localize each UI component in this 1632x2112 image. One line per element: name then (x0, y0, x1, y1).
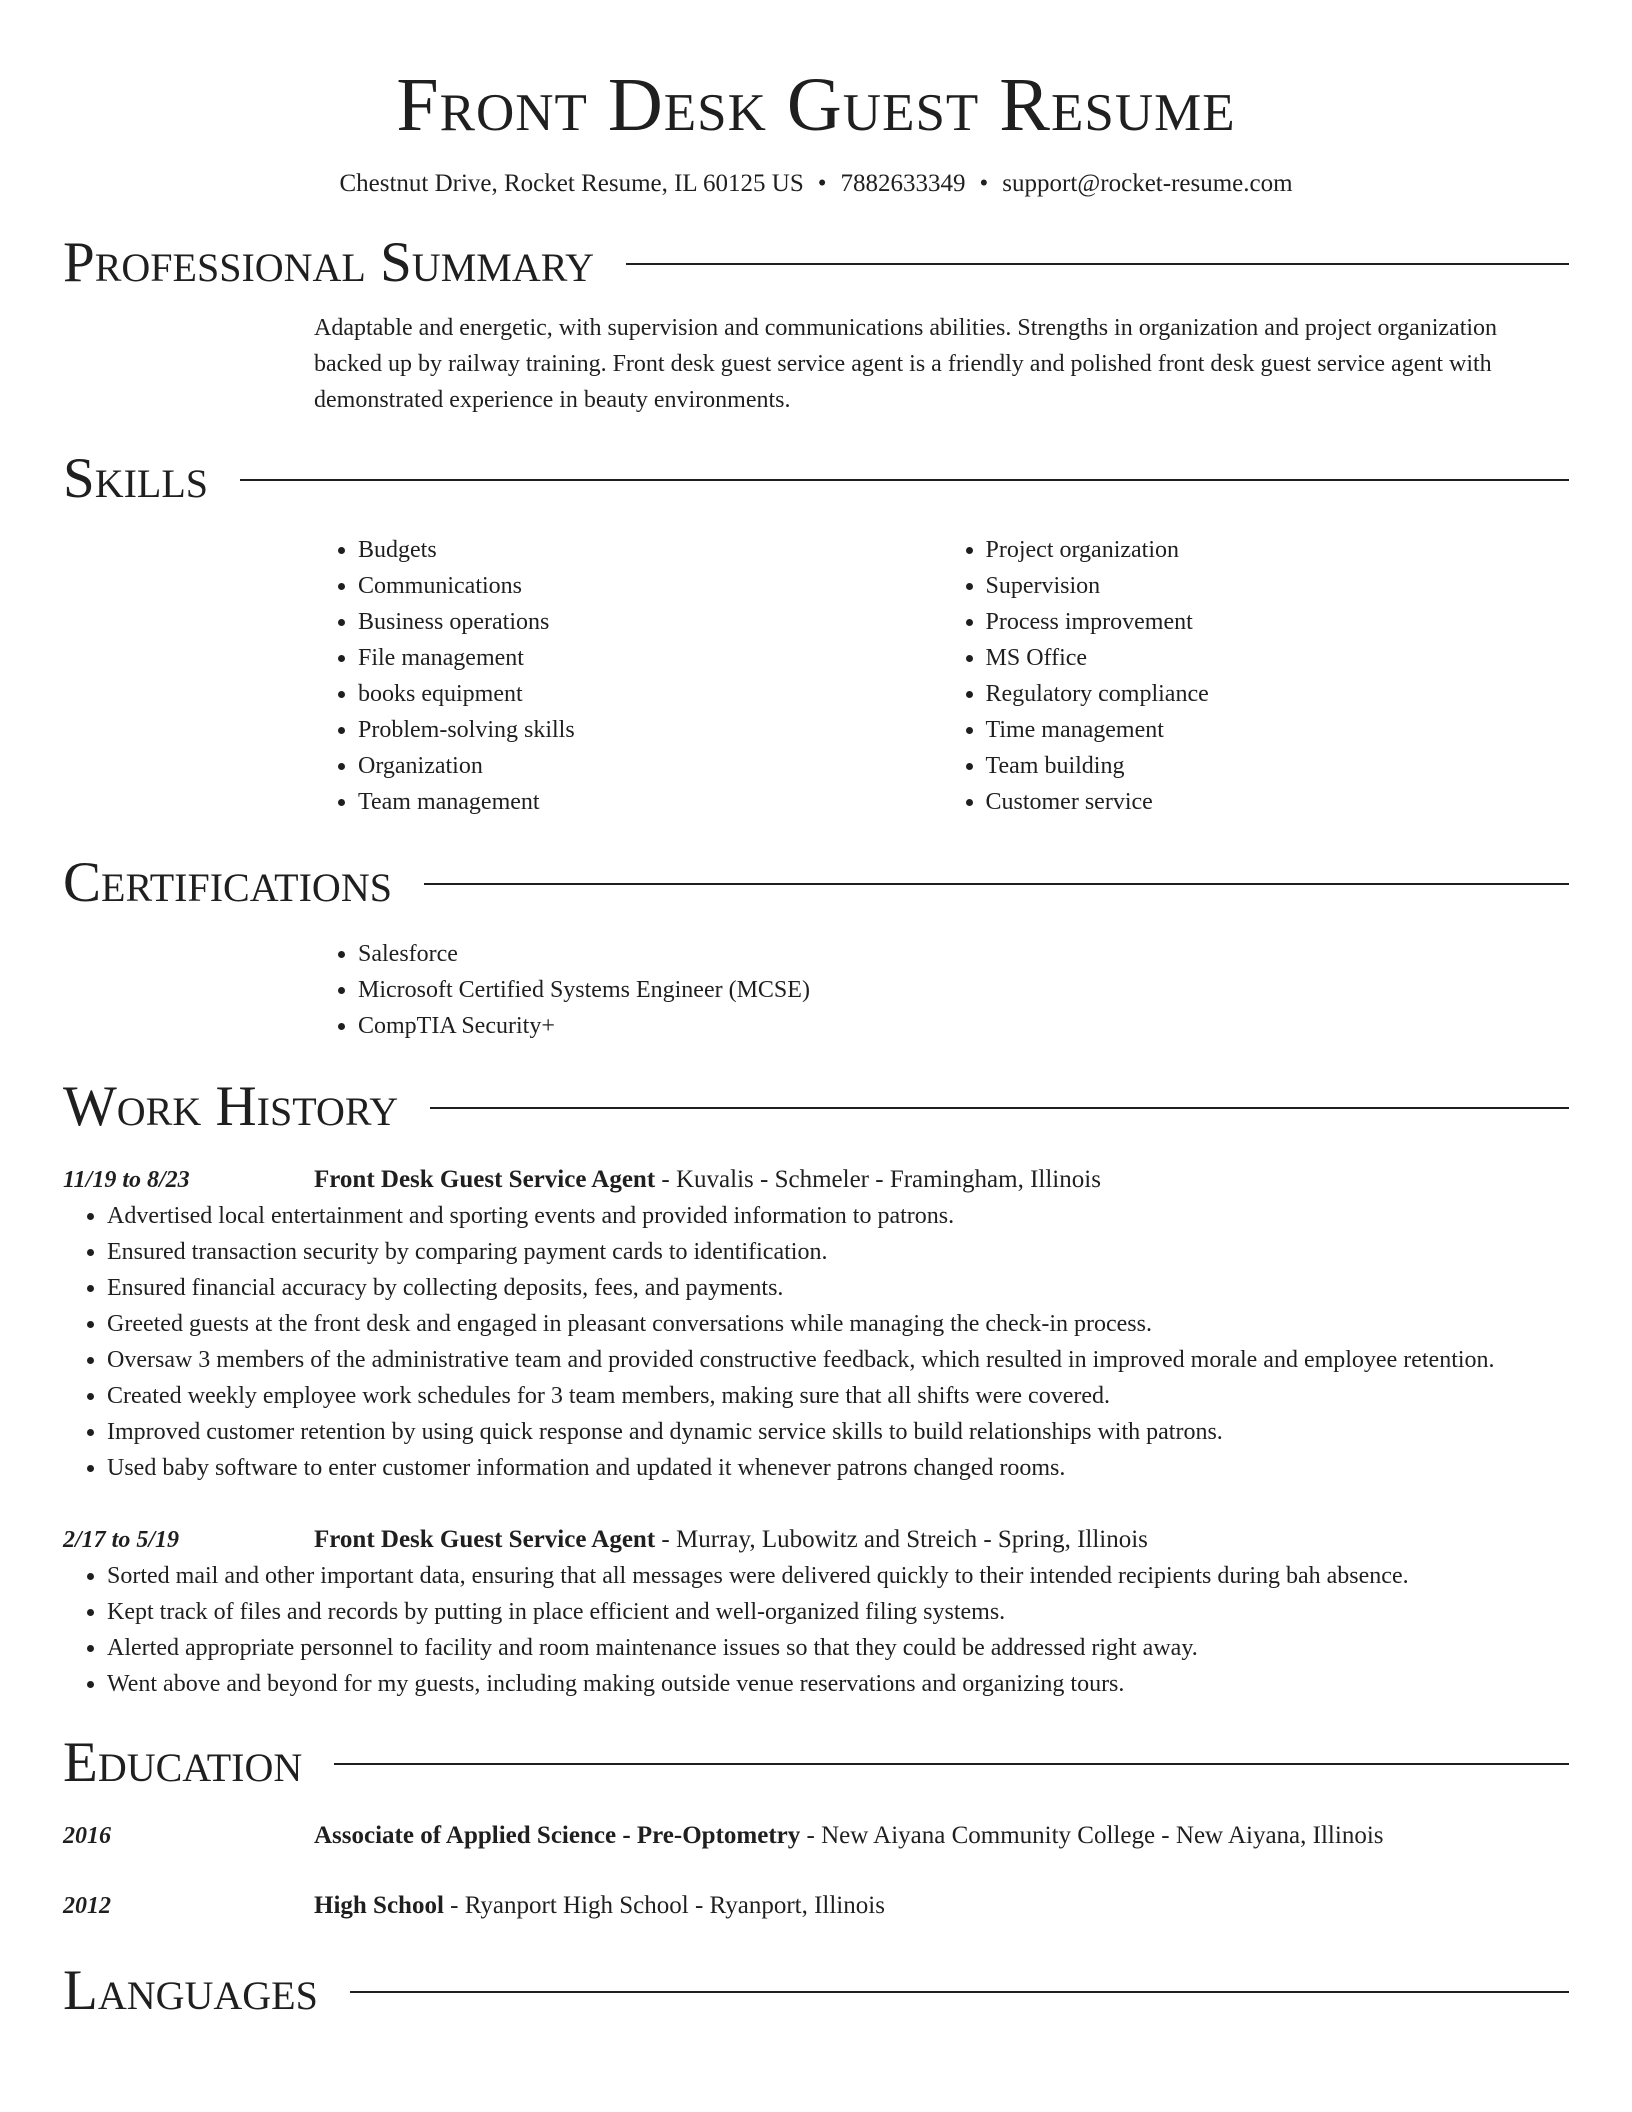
job-bullet: • Improved customer retention by using quick response and dynamic service skills to build relationships with patrons. (107, 1414, 1569, 1450)
skill-item: • books equipment (358, 676, 942, 712)
job-bullet: • Alerted appropriate personnel to facility and room maintenance issues so that they could be addressed right away. (107, 1630, 1569, 1666)
section-certifications-header (63, 850, 1569, 916)
skill-item: • Business operations (358, 604, 942, 640)
job-bullet: • Used baby software to enter customer information and updated it whenever patrons changed rooms. (107, 1450, 1569, 1486)
skill-item: • Supervision (986, 568, 1570, 604)
section-rule (626, 263, 1569, 265)
job-bullet: • Went above and beyond for my guests, including making outside venue reservations and organizing tours. (107, 1666, 1569, 1702)
job-bullets (63, 1558, 1569, 1702)
resume-name: Front Desk Guest Resume (396, 63, 1236, 147)
job-bullet: • Sorted mail and other important data, ensuring that all messages were delivered quickly to their intended recipients during bah absence. (107, 1558, 1569, 1594)
section-skills-header (63, 446, 1569, 512)
section-work-header (63, 1074, 1569, 1140)
certification-item: • Microsoft Certified Systems Engineer (MCSE) (358, 972, 1569, 1008)
skill-item: • Problem-solving skills (358, 712, 942, 748)
section-title: Languages (63, 1959, 318, 2022)
contact-address: Chestnut Drive, Rocket Resume, IL 60125 US (339, 170, 804, 197)
section-rule (424, 883, 1569, 885)
section-title: Skills (63, 447, 209, 510)
skill-item: • Customer service (986, 784, 1570, 820)
work-entry (63, 1162, 1569, 1198)
job-bullet: • Created weekly employee work schedules for 3 team members, making sure that all shifts were covered. (107, 1378, 1569, 1414)
section-summary-header (63, 230, 1569, 296)
education-title-line (314, 1888, 885, 1924)
education-entry (63, 1888, 1569, 1924)
section-rule (334, 1763, 1569, 1765)
education-details: - Ryanport High School - Ryanport, Illinois (443, 1892, 885, 1919)
skill-item: • Budgets (358, 532, 942, 568)
skill-item: • Time management (986, 712, 1570, 748)
section-rule (350, 1991, 1569, 1993)
job-bullet: • Ensured financial accuracy by collecting deposits, fees, and payments. (107, 1270, 1569, 1306)
work-title-line (314, 1162, 1101, 1198)
work-dates: 11/19 to 8/23 (63, 1167, 190, 1193)
section-rule (240, 479, 1569, 481)
job-details: - Kuvalis - Schmeler - Framingham, Illinois (655, 1166, 1101, 1193)
contact-phone: 7882633349 (840, 170, 966, 197)
section-education-header (63, 1730, 1569, 1796)
skill-item: • Communications (358, 568, 942, 604)
skill-item: • Team building (986, 748, 1570, 784)
work-history (63, 1162, 1569, 1702)
education-entry (63, 1818, 1569, 1854)
skill-item: • Organization (358, 748, 942, 784)
certification-item: • CompTIA Security+ (358, 1008, 1569, 1044)
job-title: Front Desk Guest Service Agent (314, 1166, 656, 1193)
contact-separator: • (817, 170, 827, 197)
section-rule (430, 1107, 1569, 1109)
section-languages-header (63, 1958, 1569, 2024)
summary-text: Adaptable and energetic, with supervision and communications abilities. Strengths in organization and project organization backed up by railway training. Front desk guest service agent is a friendly and polished front desk guest service agent with demonstrated experience in beauty environments. (314, 315, 1498, 413)
work-title-line (314, 1522, 1148, 1558)
education-year: 2016 (63, 1823, 111, 1849)
certification-item: • Salesforce (358, 936, 1569, 972)
contact-separator: • (979, 170, 989, 197)
job-bullet: • Kept track of files and records by putting in place efficient and well-organized filing systems. (107, 1594, 1569, 1630)
section-title: Professional Summary (63, 231, 595, 294)
job-bullet: • Oversaw 3 members of the administrative team and provided constructive feedback, which resulted in improved morale and employee retention. (107, 1342, 1569, 1378)
contact-line (63, 168, 1569, 200)
education-degree: Associate of Applied Science - Pre-Optometry (314, 1822, 801, 1849)
section-title: Certifications (63, 851, 392, 914)
education-degree: High School (314, 1892, 444, 1919)
skill-item: • File management (358, 640, 942, 676)
skills-list-left (314, 532, 942, 820)
certifications (314, 936, 1569, 1044)
work-dates: 2/17 to 5/19 (63, 1527, 180, 1553)
section-title: Education (63, 1731, 303, 1794)
skill-item: • Team management (358, 784, 942, 820)
skill-item: • Project organization (986, 532, 1570, 568)
skill-item: • Regulatory compliance (986, 676, 1570, 712)
job-bullets (63, 1198, 1569, 1486)
education-details: - New Aiyana Community College - New Aiyana, Illinois (800, 1822, 1384, 1849)
job-bullet: • Advertised local entertainment and sporting events and provided information to patrons. (107, 1198, 1569, 1234)
job-title: Front Desk Guest Service Agent (314, 1526, 656, 1553)
education (63, 1818, 1569, 1924)
skill-item: • MS Office (986, 640, 1570, 676)
education-year: 2012 (63, 1893, 111, 1919)
section-title: Work History (63, 1075, 399, 1138)
skill-item: • Process improvement (986, 604, 1570, 640)
job-details: - Murray, Lubowitz and Streich - Spring, Illinois (655, 1526, 1148, 1553)
certifications-list (314, 936, 1569, 1044)
job-bullet: • Ensured transaction security by comparing payment cards to identification. (107, 1234, 1569, 1270)
work-entry (63, 1522, 1569, 1558)
skills-grid (314, 532, 1569, 820)
skills-list-right (942, 532, 1570, 820)
job-bullet: • Greeted guests at the front desk and engaged in pleasant conversations while managing the check-in process. (107, 1306, 1569, 1342)
education-title-line (314, 1818, 1384, 1854)
contact-email: support@rocket-resume.com (1002, 170, 1293, 197)
